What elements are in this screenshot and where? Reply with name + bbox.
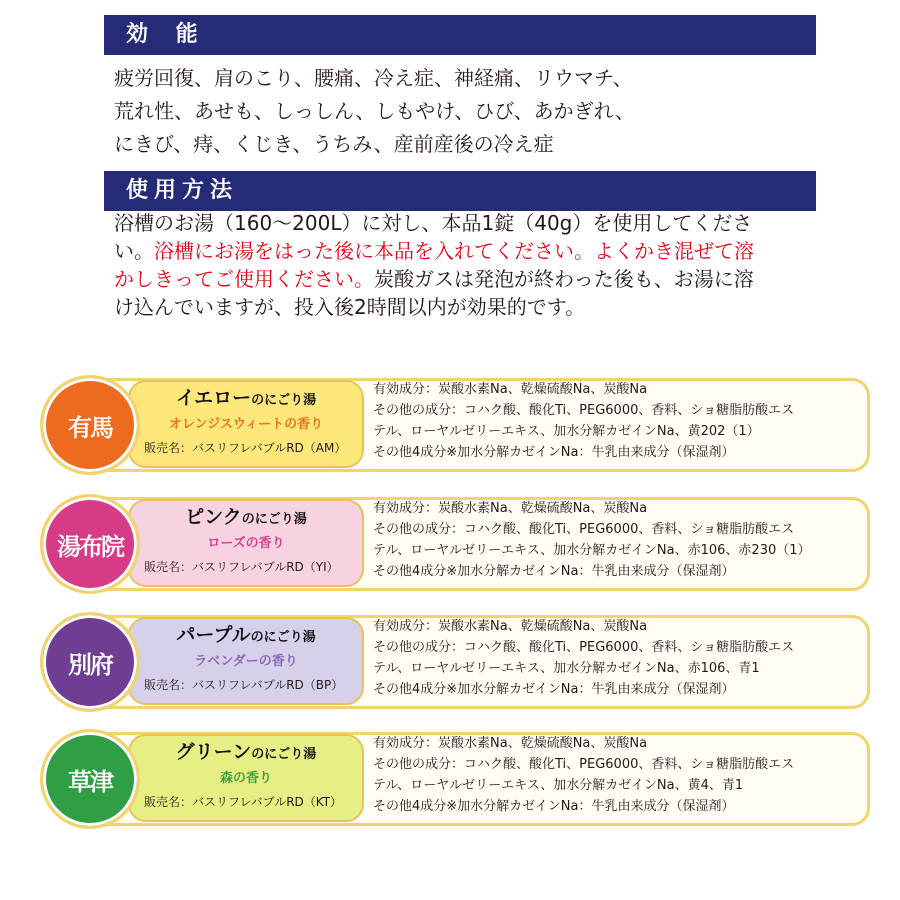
effects-line: 荒れ性、あせも、しっしん、しもやけ、ひび、あかぎれ、 (114, 99, 635, 123)
product-card-yufuin (40, 494, 876, 594)
ingredient-line: テル、ローヤルゼリーエキス、加水分解カゼインNa、黄202（1） (373, 424, 760, 439)
region-badge: 湯布院 (40, 494, 140, 594)
ingredients-list (373, 616, 863, 700)
usage-warning-text: 浴槽にお湯をはった後に本品を入れてください。よくかき混ぜて溶 (154, 239, 754, 263)
effects-line: にきび、痔、くじき、うちみ、産前産後の冷え症 (114, 132, 554, 156)
ingredients-list (373, 498, 863, 582)
usage-warning-text: かしきってご使用ください。 (114, 267, 374, 291)
usage-text-black: い。 (114, 239, 154, 263)
product-card-arima (40, 375, 876, 475)
ingredient-line: 有効成分：炭酸水素Na、乾燥硫酸Na、炭酸Na (373, 619, 648, 634)
ingredient-line: 有効成分：炭酸水素Na、乾燥硫酸Na、炭酸Na (373, 382, 648, 397)
ingredients-list (373, 733, 863, 817)
sales-name: 販売名：バスリフレバブルRD（YI） (144, 560, 339, 574)
ingredient-line: テル、ローヤルゼリーエキス、加水分解カゼインNa、赤106、赤230（1） (373, 543, 811, 558)
product-name-suffix: のにごり湯 (241, 512, 307, 527)
usage-line: け込んでいますが、投入後2時間以内が効果的です。 (114, 295, 586, 319)
usage-text (114, 209, 814, 321)
ingredient-line: 有効成分：炭酸水素Na、乾燥硫酸Na、炭酸Na (373, 501, 648, 516)
ingredients-list (373, 379, 863, 463)
ingredient-line: テル、ローヤルゼリーエキス、加水分解カゼインNa、赤106、青1 (373, 661, 760, 676)
sales-name: 販売名：バスリフレバブルRD（BP） (144, 678, 344, 692)
product-name (134, 620, 358, 647)
product-color-name: グリーン (175, 741, 252, 763)
product-name-suffix: のにごり湯 (250, 630, 316, 645)
product-scent: 森の香り (219, 771, 272, 786)
sales-name: 販売名：バスリフレバブルRD（AM） (144, 441, 347, 455)
ingredient-line: その他4成分※加水分解カゼインNa：牛乳由来成分（保湿剤） (373, 682, 735, 697)
usage-heading: 使用方法 (104, 171, 816, 211)
usage-text-black: 炭酸ガスは発泡が終わった後も、お湯に溶 (374, 267, 754, 291)
effects-text (114, 62, 814, 161)
product-color-name: パープル (176, 624, 251, 646)
usage-line (114, 265, 814, 293)
product-scent: ラベンダーの香り (194, 654, 298, 669)
region-badge: 草津 (40, 729, 140, 829)
effects-heading: 効 能 (104, 15, 816, 55)
product-card-kusatsu (40, 729, 876, 829)
effects-line: 疲労回復、肩のこり、腰痛、冷え症、神経痛、リウマチ、 (114, 66, 633, 90)
ingredient-line: その他の成分：コハク酸、酸化Ti、PEG6000、香料、ショ糖脂肪酸エス (373, 403, 795, 418)
product-name (134, 737, 358, 764)
product-scent: ローズの香り (207, 536, 285, 551)
ingredient-line: その他4成分※加水分解カゼインNa：牛乳由来成分（保湿剤） (373, 445, 735, 460)
region-badge: 別府 (40, 612, 140, 712)
ingredient-line: その他4成分※加水分解カゼインNa：牛乳由来成分（保湿剤） (373, 564, 735, 579)
product-scent: オレンジスウィートの香り (168, 417, 324, 432)
ingredient-line: その他の成分：コハク酸、酸化Ti、PEG6000、香料、ショ糖脂肪酸エス (373, 640, 795, 655)
product-name-suffix: のにごり湯 (251, 747, 317, 762)
ingredient-line: その他4成分※加水分解カゼインNa：牛乳由来成分（保湿剤） (373, 799, 735, 814)
region-badge: 有馬 (40, 375, 140, 475)
usage-line (114, 237, 814, 265)
product-name-suffix: のにごり湯 (251, 393, 317, 408)
product-color-name: ピンク (185, 506, 242, 528)
ingredient-line: その他の成分：コハク酸、酸化Ti、PEG6000、香料、ショ糖脂肪酸エス (373, 757, 795, 772)
product-name (134, 383, 358, 410)
ingredient-line: テル、ローヤルゼリーエキス、加水分解カゼインNa、黄4、青1 (373, 778, 744, 793)
product-card-beppu (40, 612, 876, 712)
product-name (134, 502, 358, 529)
product-color-name: イエロー (175, 387, 252, 409)
ingredient-line: その他の成分：コハク酸、酸化Ti、PEG6000、香料、ショ糖脂肪酸エス (373, 522, 795, 537)
ingredient-line: 有効成分：炭酸水素Na、乾燥硫酸Na、炭酸Na (373, 736, 648, 751)
usage-line: 浴槽のお湯（160〜200L）に対し、本品1錠（40g）を使用してくださ (114, 211, 753, 235)
sales-name: 販売名：バスリフレバブルRD（KT） (144, 795, 343, 809)
